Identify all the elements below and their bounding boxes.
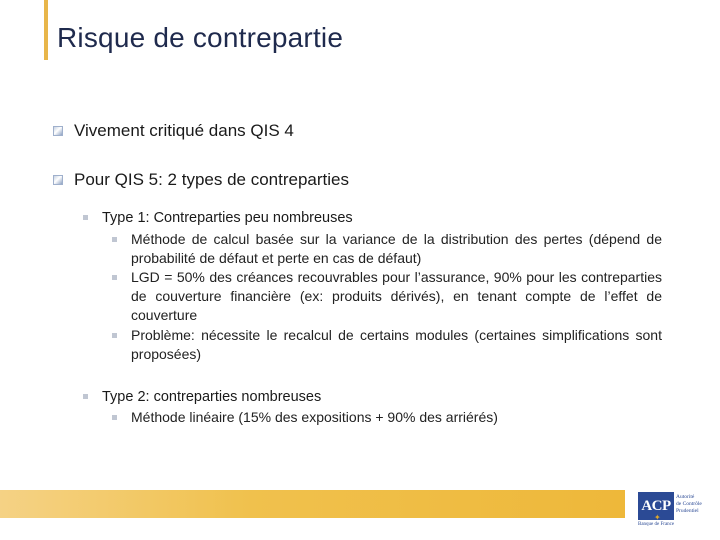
subitem-text: LGD = 50% des créances recouvrables pour l’assurance, 90% pour les contreparties de couverture financière (ex: produits dérivés), en tenant compte de l’effet de couverture xyxy=(131,269,662,323)
subitem-text: Méthode de calcul basée sur la variance de la distribution des pertes (dépend de probabilité de défaut et perte en cas de défaut) xyxy=(131,231,662,266)
acp-logo xyxy=(636,490,716,534)
logo-name: Autorité de Contrôle Prudentiel xyxy=(676,494,702,514)
type1-subitem xyxy=(110,326,662,364)
type2-item xyxy=(80,389,321,405)
bullet-text: Vivement critiqué dans QIS 4 xyxy=(74,121,294,140)
square-bullet-icon xyxy=(112,415,117,420)
type1-subitem xyxy=(110,230,662,268)
square-bullet-icon xyxy=(112,275,117,280)
slide-title: Risque de contrepartie xyxy=(57,22,344,53)
checkbox-bullet-icon xyxy=(53,126,63,136)
square-bullet-icon xyxy=(83,215,88,220)
type1-label: Type 1: Contreparties peu nombreuses xyxy=(102,210,353,226)
square-bullet-icon xyxy=(83,394,88,399)
subitem-text: Méthode linéaire (15% des expositions + 90% des arriérés) xyxy=(131,409,498,425)
bullet-text: Pour QIS 5: 2 types de contreparties xyxy=(74,170,349,189)
footer-bar xyxy=(0,490,625,518)
logo-parent: Banque de France xyxy=(638,522,675,527)
type2-subitem xyxy=(110,408,662,427)
square-bullet-icon xyxy=(112,237,117,242)
bullet-qis5 xyxy=(53,170,349,190)
type1-subitem xyxy=(110,268,662,325)
square-bullet-icon xyxy=(112,333,117,338)
logo-star-icon: ✦ xyxy=(654,513,661,522)
title-accent-bar xyxy=(44,0,48,60)
type2-label: Type 2: contreparties nombreuses xyxy=(102,389,322,405)
logo-acronym: ACP xyxy=(638,492,674,520)
bullet-qis4 xyxy=(53,121,294,141)
type1-item xyxy=(80,210,353,226)
subitem-text: Problème: nécessite le recalcul de certains modules (certaines simplifications sont proposées) xyxy=(131,327,662,362)
checkbox-bullet-icon xyxy=(53,175,63,185)
